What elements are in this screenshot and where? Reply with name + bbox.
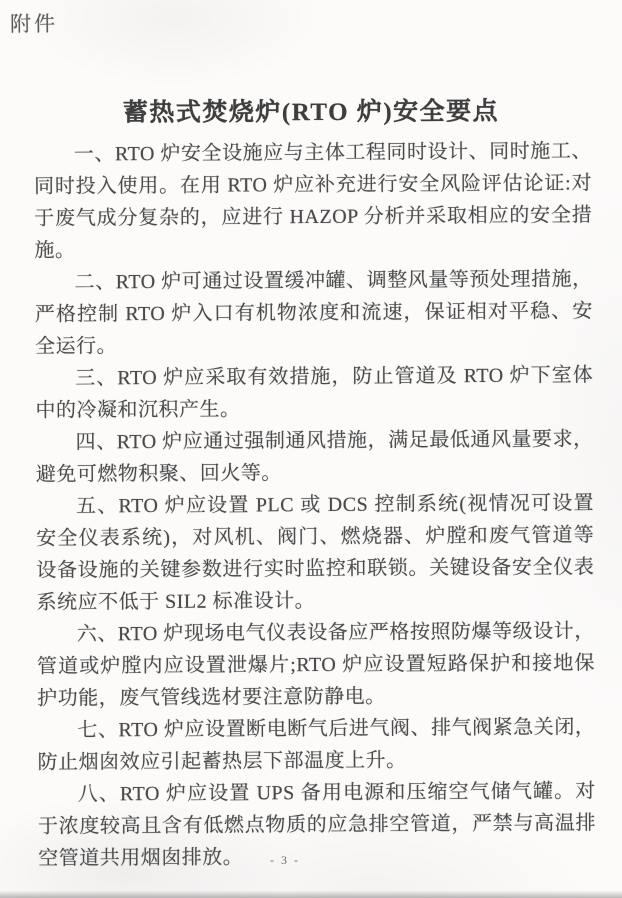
safety-point-paragraph-1: 一、RTO 炉安全设施应与主体工程同时设计、同时施工、同时投入使用。在用 RTO 炉应补充进行安全风险评估论证:对于废气成分复杂的，应进行 HAZOP 分析并采取相应的安全措施。 [33,140,593,262]
safety-point-paragraph-8: 八、RTO 炉应设置 UPS 备用电源和压缩空气储气罐。对于浓度较高且含有低燃点物质的应急排空管道，严禁与高温排空管道共用烟囱排放。 [37,780,597,870]
safety-point-paragraph-2: 二、RTO 炉可通过设置缓冲罐、调整风量等预处理措施，严格控制 RTO 炉入口有机物浓度和流速，保证相对平稳、安全运行。 [34,268,593,358]
document-title: 蓄热式焚烧炉(RTO 炉)安全要点 [122,98,500,127]
safety-point-paragraph-3: 三、RTO 炉应采取有效措施，防止管道及 RTO 炉下室体中的冷凝和沉积产生。 [35,364,594,422]
safety-point-paragraph-7: 七、RTO 炉应设置断电断气后进气阀、排气阀紧急关闭，防止烟囱效应引起蓄热层下部温度上升。 [37,716,596,774]
document-body [34,135,596,874]
page-number: - 3 - [270,853,300,867]
safety-point-paragraph-5: 五、RTO 炉应设置 PLC 或 DCS 控制系统(视情况可设置安全仪表系统)，对风机、阀门、燃烧器、炉膛和废气管道等设备设施的关键参数进行实时监控和联锁。关键设备安全仪表系统应不低于 SIL2 标准设计。 [36,492,595,614]
attachment-label: 附件 [9,11,59,37]
scan-bottom-edge [0,891,622,898]
safety-point-paragraph-4: 四、RTO 炉应通过强制通风措施，满足最低通风量要求，避免可燃物积聚、回火等。 [35,428,594,486]
safety-point-paragraph-6: 六、RTO 炉现场电气仪表设备应严格按照防爆等级设计，管道或炉膛内应设置泄爆片;RTO 炉应设置短路保护和接地保护功能，废气管线选材要注意防静电。 [36,620,596,710]
